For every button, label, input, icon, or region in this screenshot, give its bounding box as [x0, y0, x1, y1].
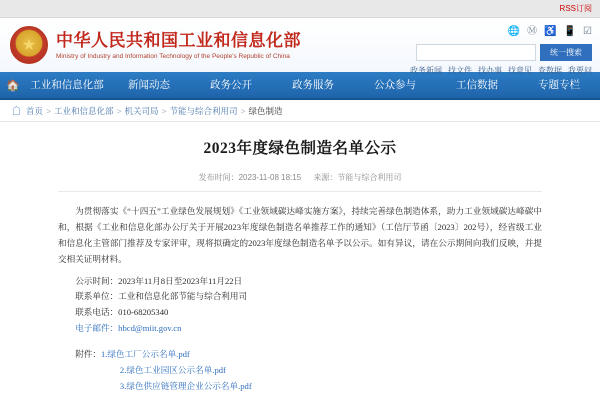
search-button[interactable]: 统一搜索 [540, 44, 592, 61]
attachment-row-2 [58, 379, 542, 395]
attachments-label: 附件： [75, 349, 101, 360]
breadcrumb-separator: > [116, 105, 122, 116]
search-input[interactable] [416, 44, 536, 61]
article-source: 来源：节能与综合利用司 [313, 173, 402, 182]
header-icon-row [362, 24, 592, 40]
nav-item-0[interactable]: 工业和信息化部 [30, 79, 104, 91]
site-header [0, 18, 600, 75]
breadcrumb-item-4: 绿色制造 [248, 105, 283, 116]
attachment-link-0[interactable]: 1.绿色工厂公示名单.pdf [100, 349, 190, 360]
article-paragraph-0: 为贯彻落实《“十四五”工业绿色发展规划》《工业领域碳达峰实施方案》，持续完善绿色制造体系，助力工业领域碳达峰碳中和，根据《工业和信息化部办公厅关于开展2023年度绿色制造名单推荐工作的通知》（工信厅节函〔2023〕202号），经省级工业和信息化主管部门推荐及专家评审，现将拟确定的2023年度绿色制造名单予以公示。如有异议，请在公示期间向我们反映，并提交相关证明材料。 [58, 206, 542, 264]
home-icon[interactable]: 🏠 [6, 79, 20, 92]
breadcrumb-separator: > [161, 105, 167, 116]
article-contact-info [58, 274, 542, 338]
breadcrumb-separator: > [240, 105, 246, 116]
nav-item-1[interactable]: 新闻动态 [128, 79, 170, 91]
nav-item-4[interactable]: 公众参与 [374, 79, 416, 91]
attachment-row-0 [58, 347, 542, 363]
breadcrumb-item-1[interactable]: 工业和信息化部 [54, 105, 114, 116]
article [0, 122, 600, 395]
nav-item-6[interactable]: 专题专栏 [538, 79, 580, 91]
national-emblem-icon [10, 26, 48, 64]
wheelchair-icon[interactable]: ♿ [544, 26, 557, 37]
contact-phone: 联系电话：010-68205340 [75, 307, 169, 318]
nav-item-5[interactable]: 工信数据 [456, 79, 498, 91]
header-right-cluster [362, 24, 592, 76]
rss-link[interactable]: RSS订阅 [559, 4, 592, 13]
attachment-link-2[interactable]: 3.绿色供应链管理企业公示名单.pdf [119, 380, 252, 391]
globe-icon[interactable]: 🌐 [507, 26, 521, 37]
header-quick-links [362, 65, 592, 76]
quick-link-4[interactable]: 查数据 [538, 66, 562, 75]
attachment-list [58, 347, 542, 395]
page-title: 2023年度绿色制造名单公示 [203, 140, 397, 157]
attachment-link-1[interactable]: 2.绿色工业园区公示名单.pdf [119, 365, 226, 376]
breadcrumb [0, 100, 600, 122]
notice-period: 公示时间：2023年11月8日至2023年11月22日 [75, 275, 243, 286]
breadcrumb-item-2[interactable]: 机关司局 [124, 105, 159, 116]
nav-item-3[interactable]: 政务服务 [292, 79, 334, 91]
quick-link-1[interactable]: 找文件 [448, 66, 472, 75]
breadcrumb-item-3[interactable]: 节能与综合利用司 [169, 105, 238, 116]
contact-email: 电子邮件：hbcd@miit.gov.cn [75, 323, 182, 334]
utility-top-bar [0, 0, 600, 18]
accessibility-icon[interactable]: Ⓜ [527, 26, 538, 37]
mobile-icon[interactable]: 📱 [563, 26, 577, 37]
site-title-cn: 中华人民共和国工业和信息化部 [56, 30, 301, 50]
quick-link-5[interactable]: 我要问 [568, 66, 592, 75]
quick-link-0[interactable]: 政务新闻 [410, 66, 442, 75]
article-meta [58, 172, 542, 192]
publish-time: 发布时间：2023-11-08 18:15 [198, 173, 302, 182]
breadcrumb-home-icon[interactable]: ☖ [12, 106, 22, 116]
quick-link-3[interactable]: 找意见 [508, 66, 532, 75]
site-title-en: Ministry of Industry and Information Technology of the People's Republic of China [56, 53, 290, 61]
breadcrumb-separator: > [46, 105, 51, 116]
wechat-icon[interactable]: ☑ [583, 26, 592, 37]
breadcrumb-item-0[interactable]: 首页 [26, 105, 44, 116]
attachment-row-1 [58, 363, 542, 379]
quick-link-2[interactable]: 找办事 [478, 66, 502, 75]
search-row [362, 44, 592, 61]
nav-item-2[interactable]: 政务公开 [210, 79, 252, 91]
article-body [58, 204, 542, 395]
site-title-block [56, 30, 301, 60]
contact-unit: 联系单位：工业和信息化部节能与综合利用司 [75, 291, 248, 302]
